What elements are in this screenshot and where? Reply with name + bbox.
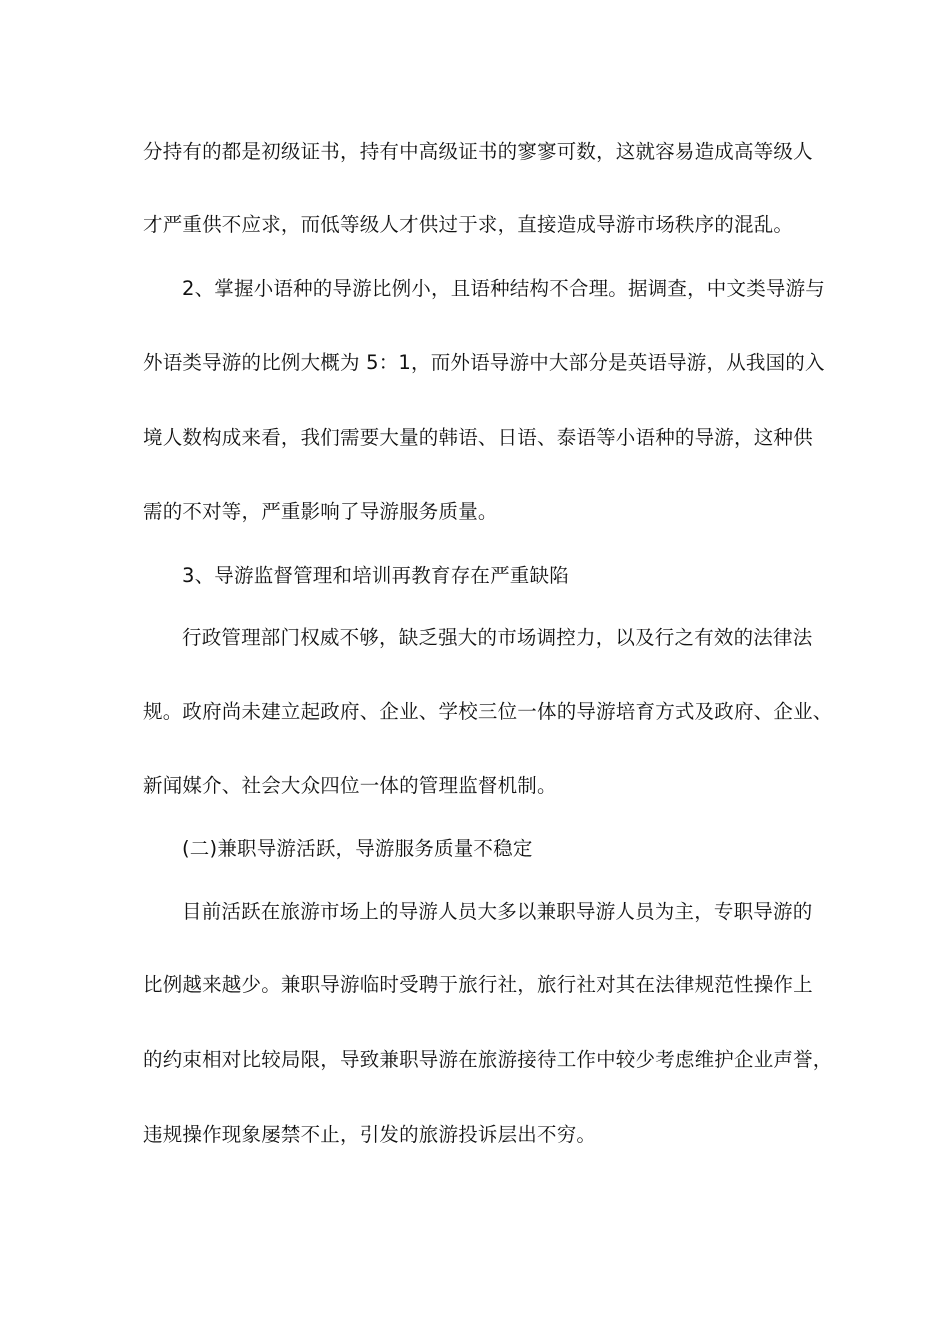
body-text-line: 违规操作现象屡禁不止，引发的旅游投诉层出不穷。	[143, 1123, 597, 1146]
body-text-line: 规。政府尚未建立起政府、企业、学校三位一体的导游培育方式及政府、企业、	[143, 700, 833, 723]
body-text-line: 外语类导游的比例大概为 5：1，而外语导游中大部分是英语导游，从我国的入	[143, 351, 825, 374]
body-text-line: 的约束相对比较局限，导致兼职导游在旅游接待工作中较少考虑维护企业声誉，	[143, 1048, 833, 1071]
body-text-line: 比例越来越少。兼职导游临时受聘于旅行社，旅行社对其在法律规范性操作上	[143, 973, 813, 996]
body-text-line: 境人数构成来看，我们需要大量的韩语、日语、泰语等小语种的导游，这种供	[143, 426, 813, 449]
paragraph-start: 目前活跃在旅游市场上的导游人员大多以兼职导游人员为主，专职导游的	[182, 900, 813, 923]
section-heading: (二)兼职导游活跃，导游服务质量不稳定	[182, 837, 533, 860]
body-text-line: 需的不对等，严重影响了导游服务质量。	[143, 500, 498, 523]
list-item-heading: 2、掌握小语种的导游比例小，且语种结构不合理。据调查，中文类导游与	[182, 277, 826, 300]
body-text-line: 新闻媒介、社会大众四位一体的管理监督机制。	[143, 774, 557, 797]
body-text-line: 才严重供不应求，而低等级人才供过于求，直接造成导游市场秩序的混乱。	[143, 213, 794, 236]
body-text-line: 分持有的都是初级证书，持有中高级证书的寥寥可数，这就容易造成高等级人	[143, 140, 813, 163]
paragraph-start: 行政管理部门权威不够，缺乏强大的市场调控力，以及行之有效的法律法	[182, 626, 813, 649]
section-heading: 3、导游监督管理和培训再教育存在严重缺陷	[182, 564, 569, 587]
